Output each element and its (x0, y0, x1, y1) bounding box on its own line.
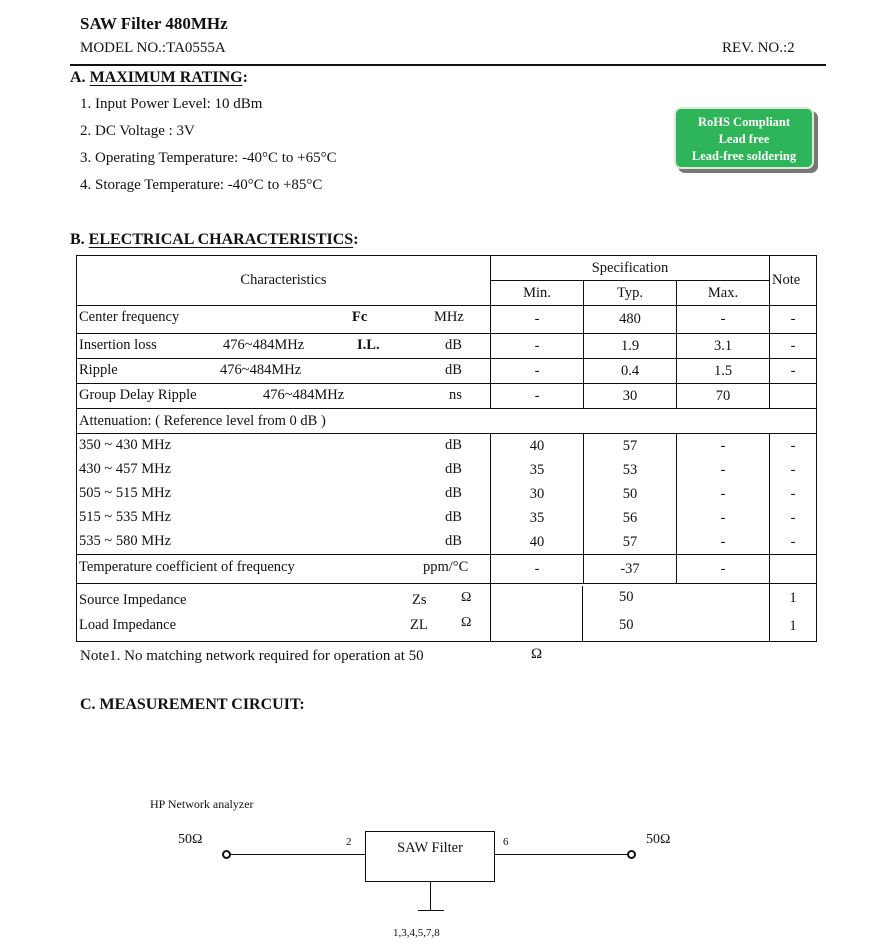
rohs-line-1: RoHS Compliant (697, 115, 791, 129)
row-note: - (770, 306, 817, 334)
row-unit: dB (445, 437, 462, 453)
table-row (77, 613, 817, 642)
row-min: 35 (491, 458, 584, 482)
section-b-suffix: : (353, 231, 359, 248)
row-min: 35 (491, 506, 584, 530)
row-unit: dB (445, 337, 462, 353)
row-note: - (770, 530, 817, 555)
row-typ: 50 (619, 589, 634, 605)
row-note: - (770, 482, 817, 506)
note-1-ohm: Ω (531, 646, 543, 662)
row-unit: Ω (461, 590, 472, 605)
row-max: - (677, 306, 770, 334)
rating-item-4: 4. Storage Temperature: -40°C to +85°C (80, 177, 323, 193)
row-min: 30 (491, 482, 584, 506)
saw-filter-label: SAW Filter (397, 840, 463, 856)
row-name: Temperature coefficient of frequency (79, 559, 295, 575)
ground-wire (430, 882, 431, 910)
row-max: - (677, 434, 770, 459)
row-note: - (770, 359, 817, 384)
row-symbol: I.L. (357, 337, 380, 353)
model-number: MODEL NO.:TA0555A (80, 40, 226, 56)
row-name: 515 ~ 535 MHz (79, 509, 172, 525)
row-symbol: Zs (412, 592, 427, 608)
section-b-heading (70, 231, 359, 249)
revision-number: REV. NO.:2 (722, 40, 795, 56)
analyzer-label: HP Network analyzer (150, 797, 254, 811)
row-unit: ns (449, 387, 462, 403)
row-max: - (677, 530, 770, 555)
section-a-suffix: : (242, 69, 248, 86)
output-terminal (627, 850, 636, 859)
row-note: 1 (770, 584, 817, 613)
row-min: - (491, 334, 584, 359)
table-row (77, 306, 817, 334)
row-name: 350 ~ 430 MHz (79, 437, 172, 453)
row-name: 430 ~ 457 MHz (79, 461, 172, 477)
row-condition: 476~484MHz (263, 387, 345, 403)
row-name: 535 ~ 580 MHz (79, 533, 172, 549)
output-wire (495, 854, 628, 855)
table-row (77, 409, 817, 434)
row-note: 1 (770, 613, 817, 642)
row-unit: dB (445, 509, 462, 525)
header-typ: Typ. (584, 281, 677, 306)
row-note: - (770, 458, 817, 482)
row-symbol: Fc (352, 309, 368, 325)
row-typ: 0.4 (584, 359, 677, 384)
saw-filter-block (365, 831, 495, 882)
table-row (77, 584, 817, 613)
row-typ: 56 (584, 506, 677, 530)
section-c-heading: C. MEASUREMENT CIRCUIT: (80, 696, 305, 713)
row-symbol: ZL (410, 616, 428, 633)
row-max: 70 (677, 384, 770, 409)
electrical-characteristics-table (76, 255, 817, 642)
table-row (77, 482, 817, 506)
row-name: Load Impedance (79, 616, 177, 633)
table-row (77, 359, 817, 384)
row-typ: 57 (584, 530, 677, 555)
row-min: - (491, 359, 584, 384)
row-note: - (770, 434, 817, 459)
row-min: - (491, 384, 584, 409)
row-min: - (491, 555, 584, 584)
row-min: 40 (491, 434, 584, 459)
section-a-title: MAXIMUM RATING (89, 69, 243, 86)
impedance-divider (582, 586, 583, 642)
row-note: - (770, 506, 817, 530)
section-b-prefix: B. (70, 231, 89, 248)
row-typ: 53 (584, 458, 677, 482)
row-note: - (770, 334, 817, 359)
header-divider (70, 64, 826, 66)
rating-item-1: 1. Input Power Level: 10 dBm (80, 96, 263, 112)
row-typ: 50 (584, 482, 677, 506)
rohs-line-2: Lead free (718, 132, 770, 146)
table-row (77, 384, 817, 409)
section-b-title: ELECTRICAL CHARACTERISTICS (88, 231, 354, 248)
header-specification: Specification (491, 256, 770, 281)
row-unit: dB (445, 362, 462, 378)
section-a-prefix: A. (70, 69, 90, 86)
row-note (770, 384, 817, 409)
row-min: 40 (491, 530, 584, 555)
row-max: - (677, 506, 770, 530)
row-name: Group Delay Ripple (79, 387, 197, 403)
section-a-heading (70, 69, 248, 87)
row-name: 505 ~ 515 MHz (79, 485, 172, 501)
input-wire (231, 854, 365, 855)
row-note (770, 555, 817, 584)
row-max: - (677, 555, 770, 584)
note-1: Note1. No matching network required for operation at 50 (80, 648, 424, 664)
header-note: Note (770, 256, 817, 306)
row-condition: 476~484MHz (223, 337, 305, 353)
row-min: - (491, 306, 584, 334)
table-row (77, 555, 817, 584)
row-max: 3.1 (677, 334, 770, 359)
ground-symbol (418, 910, 444, 911)
ground-pins-label: 1,3,4,5,7,8 (393, 927, 440, 939)
table-row (77, 506, 817, 530)
table-row (77, 334, 817, 359)
input-terminal (222, 850, 231, 859)
header-characteristics: Characteristics (77, 256, 491, 306)
header-min: Min. (491, 281, 584, 306)
row-unit: dB (445, 485, 462, 501)
rohs-line-3: Lead-free soldering (691, 149, 797, 163)
row-typ: 57 (584, 434, 677, 459)
rating-item-3: 3. Operating Temperature: -40°C to +65°C (80, 150, 337, 166)
row-name: Ripple (79, 362, 118, 378)
row-max: 1.5 (677, 359, 770, 384)
table-row (77, 530, 817, 555)
row-unit: dB (445, 533, 462, 549)
row-unit: Ω (461, 614, 472, 630)
row-typ: 30 (584, 384, 677, 409)
row-typ: 480 (584, 306, 677, 334)
row-unit: ppm/°C (423, 559, 469, 575)
left-impedance: 50Ω (178, 832, 203, 847)
header-max: Max. (677, 281, 770, 306)
doc-title: SAW Filter 480MHz (80, 14, 228, 33)
table-row (77, 434, 817, 459)
row-typ: 50 (619, 616, 634, 633)
row-condition: 476~484MHz (220, 362, 302, 378)
rating-item-2: 2. DC Voltage : 3V (80, 123, 195, 139)
attenuation-label: Attenuation: ( Reference level from 0 dB ) (77, 409, 817, 434)
row-typ: 1.9 (584, 334, 677, 359)
row-name: Insertion loss (79, 337, 157, 353)
rohs-badge (674, 107, 814, 169)
pin-out-label: 6 (503, 836, 509, 848)
row-unit: dB (445, 461, 462, 477)
row-typ: -37 (584, 555, 677, 584)
row-max: - (677, 458, 770, 482)
row-unit: MHz (434, 309, 464, 325)
table-row (77, 458, 817, 482)
pin-in-label: 2 (346, 836, 352, 848)
row-max: - (677, 482, 770, 506)
row-name: Source Impedance (79, 592, 187, 608)
right-impedance: 50Ω (646, 832, 671, 847)
row-name: Center frequency (79, 309, 180, 325)
